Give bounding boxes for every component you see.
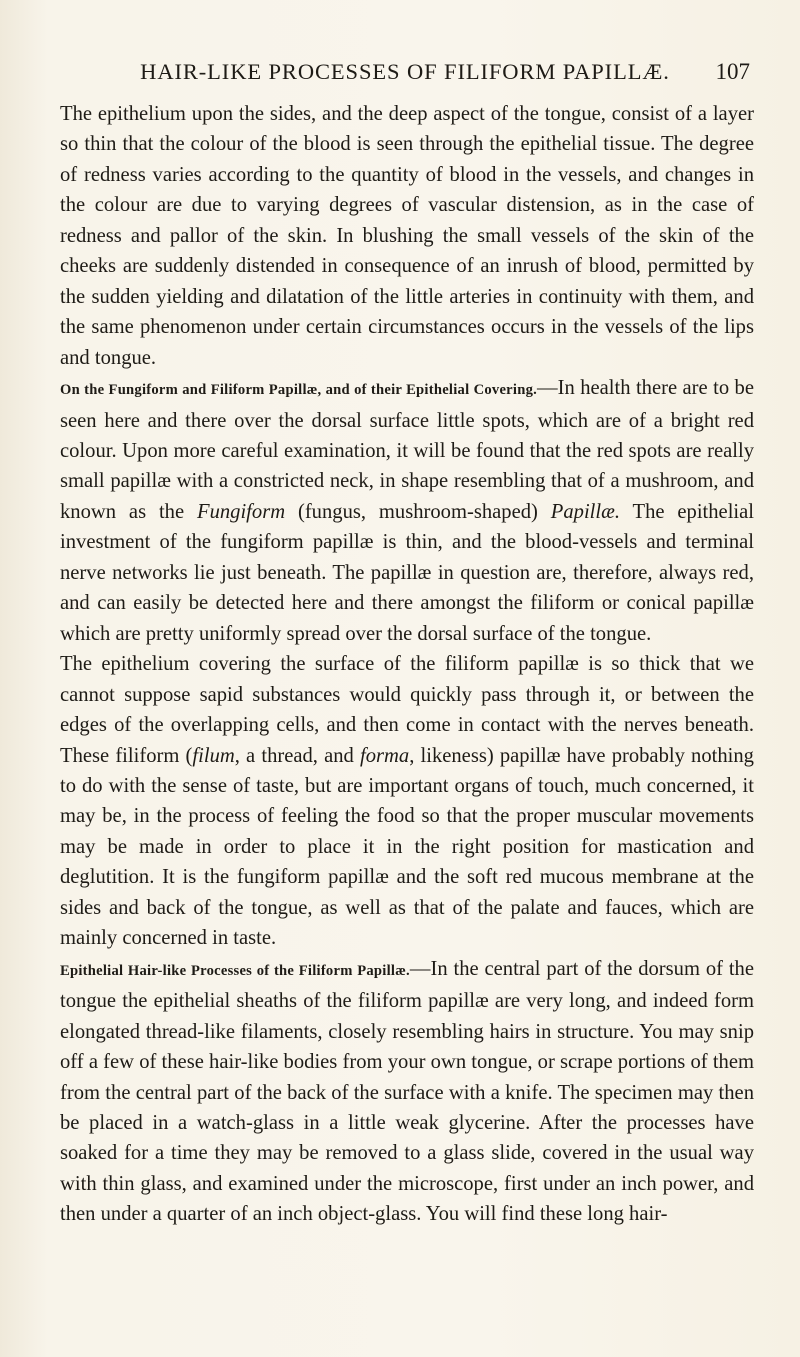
- running-head: [60, 52, 750, 92]
- paragraph-tongue-colour: The epithelium upon the sides, and the deep aspect of the tongue, consist of a layer so thin that the colour of the blood is seen through the epithelial tissue. The degree of redness varies according to the quantity of blood in the vessels, and changes in the colour are due to varying degrees of vascular distension, as in the case of redness and pallor of the skin. In blushing the small vessels of the skin of the cheeks are suddenly distended in consequence of an inrush of blood, permitted by the sudden yielding and dilatation of the little arteries in continuity with them, and the same phenomenon under certain circumstances occurs in the vessels of the lips and tongue.: [60, 103, 754, 369]
- italic-term-papillae: Papillæ.: [550, 500, 620, 523]
- italic-term-filum: filum: [192, 744, 235, 767]
- paragraph-text: —In the central part of the dorsum of the tongue the epithelial sheaths of the filiform papillæ are very long, and indeed form elongated thread-like filaments, closely resembling hairs in structure. You may snip off a few of these hair-like bodies from your own tongue, or scrape portions of them from the central part of the back of the surface with a knife. The specimen may then be placed in a watch-glass in a little weak glycerine. After the processes have soaked for a time they may be removed to a glass slide, covered in the usual way with thin glass, and examined under the microscope, first under an inch power, and then under a quarter of an inch object-glass. You will find these long hair-: [60, 957, 754, 1226]
- section-heading-hair-like: Epithelial Hair-like Processes of the Filiform Papillæ.: [60, 962, 410, 979]
- paragraph-text: —In health there are to be seen here and there over the dorsal surface little spots, which are of a bright red colour. Upon more careful examination, it will be found that the red spots are really small papillæ with a constricted neck, in shape resembling that of a mushroom, and known as the: [60, 377, 754, 523]
- paragraph-text: (fungus, mushroom-shaped): [285, 500, 551, 523]
- paragraph-text: , a thread, and: [234, 744, 360, 767]
- section-heading-fungiform: On the Fungiform and Filiform Papillæ, and of their Epithelial Covering.: [60, 382, 538, 399]
- body-text: [60, 99, 754, 1230]
- paragraph-text: The epithelium covering the surface of the filiform papillæ is so thick that we cannot suppose sapid substances would quickly pass through it, or between the edges of the overlapping cells, and then come in contact with the nerves beneath. These filiform (: [60, 653, 754, 767]
- paragraph-text: , likeness) papillæ have probably nothing to do with the sense of taste, but are important organs of touch, much concerned, it may be, in the process of feeling the food so that the proper muscular movements may be made in order to place it in the right position for mastication and deglutition. It is the fungiform papillæ and the soft red mucous membrane at the sides and back of the tongue, as well as that of the palate and fauces, which are mainly concerned in taste.: [60, 744, 754, 950]
- paragraph-filiform-epithelium: [60, 649, 754, 954]
- page-number: 107: [715, 59, 750, 84]
- running-title: HAIR-LIKE PROCESSES OF FILIFORM PAPILLÆ.: [140, 59, 670, 84]
- paragraph-text: The epithelial investment of the fungiform papillæ is thin, and the blood-vessels and terminal nerve networks lie just beneath. The papillæ in question are, therefore, always red, and can easily be detected here and there amongst the filiform or conical papillæ which are pretty uniformly spread over the dorsal surface of the tongue.: [60, 500, 754, 645]
- italic-term-fungiform: Fungiform: [196, 500, 286, 523]
- italic-term-forma: forma: [360, 744, 410, 767]
- paragraph-hair-like-processes: [60, 954, 754, 1230]
- paragraph-fungiform-papillae: [60, 373, 754, 649]
